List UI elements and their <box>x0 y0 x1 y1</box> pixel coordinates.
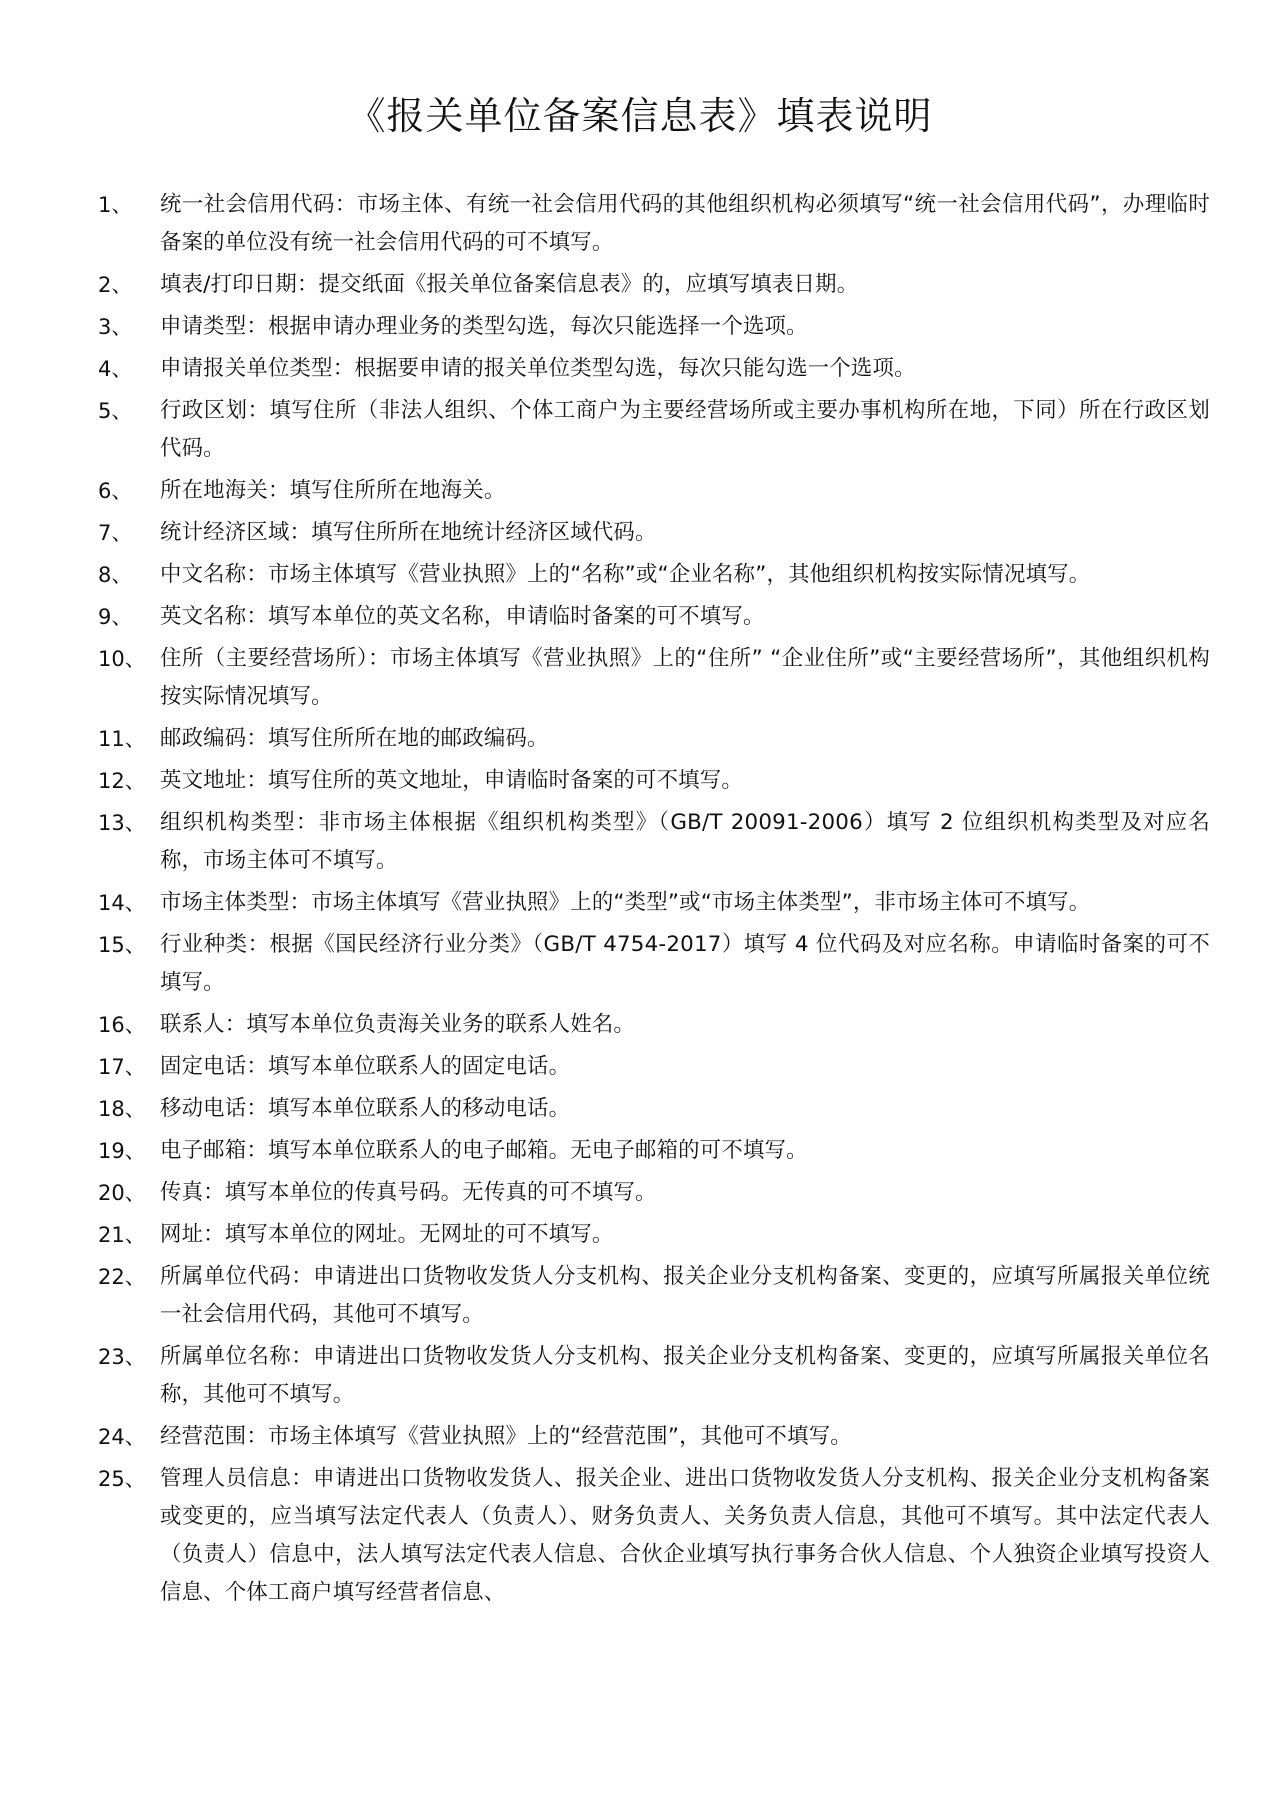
list-item <box>98 1132 1210 1170</box>
item-number: 12、 <box>98 769 146 793</box>
list-item <box>98 1418 1210 1456</box>
item-text: 市场主体类型：市场主体填写《营业执照》上的“类型”或“市场主体类型”，非市场主体可不填写。 <box>160 890 1091 915</box>
list-item <box>98 762 1210 800</box>
item-text: 填表/打印日期：提交纸面《报关单位备案信息表》的，应填写填表日期。 <box>160 272 859 297</box>
list-item <box>98 472 1210 510</box>
item-number: 2、 <box>98 273 133 297</box>
item-number: 24、 <box>98 1425 146 1449</box>
list-item <box>98 556 1210 594</box>
item-text: 住所（主要经营场所）：市场主体填写《营业执照》上的“住所” “企业住所”或“主要经营场所”，其他组织机构按实际情况填写。 <box>160 646 1210 709</box>
item-number: 10、 <box>98 647 146 671</box>
item-text: 统计经济区域：填写住所所在地统计经济区域代码。 <box>160 520 657 545</box>
item-number: 22、 <box>98 1265 146 1289</box>
list-item <box>98 884 1210 922</box>
item-text: 行政区划：填写住所（非法人组织、个体工商户为主要经营场所或主要办事机构所在地，下同）所在行政区划代码。 <box>160 398 1210 461</box>
item-number: 13、 <box>98 811 146 835</box>
list-item <box>98 1216 1210 1254</box>
item-text: 所在地海关：填写住所所在地海关。 <box>160 478 506 503</box>
item-number: 9、 <box>98 605 133 629</box>
item-text: 邮政编码：填写住所所在地的邮政编码。 <box>160 726 549 751</box>
item-text: 中文名称：市场主体填写《营业执照》上的“名称”或“企业名称”，其他组织机构按实际情况填写。 <box>160 562 1091 587</box>
item-number: 20、 <box>98 1181 146 1205</box>
list-item <box>98 392 1210 468</box>
item-number: 18、 <box>98 1097 146 1121</box>
instruction-list <box>98 186 1210 1616</box>
item-number: 15、 <box>98 933 146 957</box>
list-item <box>98 720 1210 758</box>
item-text: 申请报关单位类型：根据要申请的报关单位类型勾选，每次只能勾选一个选项。 <box>160 356 916 381</box>
item-text: 电子邮箱：填写本单位联系人的电子邮箱。无电子邮箱的可不填写。 <box>160 1138 808 1163</box>
item-text: 英文地址：填写住所的英文地址，申请临时备案的可不填写。 <box>160 768 743 793</box>
item-text: 所属单位代码：申请进出口货物收发货人分支机构、报关企业分支机构备案、变更的，应填写所属报关单位统一社会信用代码，其他可不填写。 <box>160 1264 1210 1327</box>
item-number: 23、 <box>98 1345 146 1369</box>
item-number: 1、 <box>98 193 133 217</box>
item-text: 统一社会信用代码：市场主体、有统一社会信用代码的其他组织机构必须填写“统一社会信用代码”，办理临时备案的单位没有统一社会信用代码的可不填写。 <box>160 192 1210 255</box>
list-item <box>98 1258 1210 1334</box>
list-item <box>98 308 1210 346</box>
item-text: 移动电话：填写本单位联系人的移动电话。 <box>160 1096 571 1121</box>
item-text: 组织机构类型：非市场主体根据《组织机构类型》（GB/T 20091-2006）填写 2 位组织机构类型及对应名称，市场主体可不填写。 <box>160 810 1210 873</box>
item-text: 联系人：填写本单位负责海关业务的联系人姓名。 <box>160 1012 635 1037</box>
list-item <box>98 1460 1210 1612</box>
item-number: 3、 <box>98 315 133 339</box>
item-number: 16、 <box>98 1013 146 1037</box>
list-item <box>98 1048 1210 1086</box>
list-item <box>98 804 1210 880</box>
item-text: 行业种类：根据《国民经济行业分类》（GB/T 4754-2017）填写 4 位代码及对应名称。申请临时备案的可不填写。 <box>160 932 1210 995</box>
item-text: 申请类型：根据申请办理业务的类型勾选，每次只能选择一个选项。 <box>160 314 808 339</box>
item-text: 经营范围：市场主体填写《营业执照》上的“经营范围”，其他可不填写。 <box>160 1424 852 1449</box>
list-item <box>98 1174 1210 1212</box>
item-number: 19、 <box>98 1139 146 1163</box>
item-number: 17、 <box>98 1055 146 1079</box>
list-item <box>98 350 1210 388</box>
item-text: 英文名称：填写本单位的英文名称，申请临时备案的可不填写。 <box>160 604 765 629</box>
item-text: 管理人员信息：申请进出口货物收发货人、报关企业、进出口货物收发货人分支机构、报关企业分支机构备案或变更的，应当填写法定代表人（负责人）、财务负责人、关务负责人信息，其他可不填写。其中法定代表人（负责人）信息中，法人填写法定代表人信息、合伙企业填写执行事务合伙人信息、个人独资企业填写投资人信息、个体工商户填写经营者信息、 <box>160 1466 1210 1605</box>
list-item <box>98 1090 1210 1128</box>
item-number: 7、 <box>98 521 133 545</box>
item-text: 传真：填写本单位的传真号码。无传真的可不填写。 <box>160 1180 657 1205</box>
list-item <box>98 598 1210 636</box>
document-title: 《报关单位备案信息表》填表说明 <box>347 94 933 138</box>
item-number: 8、 <box>98 563 133 587</box>
item-number: 14、 <box>98 891 146 915</box>
item-number: 21、 <box>98 1223 146 1247</box>
item-number: 5、 <box>98 399 133 423</box>
item-number: 4、 <box>98 357 133 381</box>
item-text: 固定电话：填写本单位联系人的固定电话。 <box>160 1054 571 1079</box>
item-text: 网址：填写本单位的网址。无网址的可不填写。 <box>160 1222 614 1247</box>
list-item <box>98 1006 1210 1044</box>
item-number: 11、 <box>98 727 146 751</box>
list-item <box>98 926 1210 1002</box>
list-item <box>98 186 1210 262</box>
item-number: 25、 <box>98 1467 146 1491</box>
list-item <box>98 266 1210 304</box>
list-item <box>98 514 1210 552</box>
item-number: 6、 <box>98 479 133 503</box>
list-item <box>98 640 1210 716</box>
item-text: 所属单位名称：申请进出口货物收发货人分支机构、报关企业分支机构备案、变更的，应填写所属报关单位名称，其他可不填写。 <box>160 1344 1210 1407</box>
list-item <box>98 1338 1210 1414</box>
